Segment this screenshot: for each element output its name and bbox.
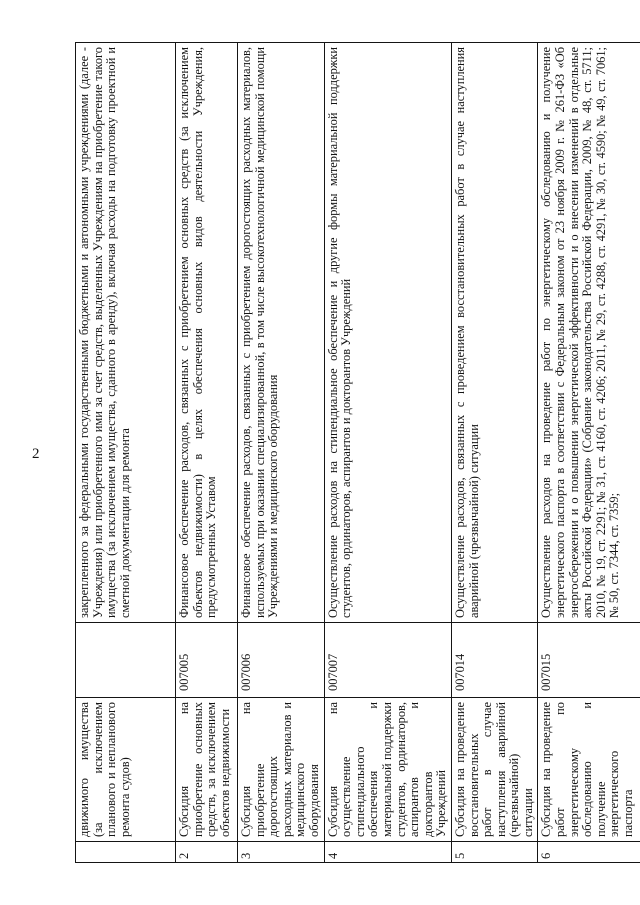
rotated-page-content bbox=[75, 43, 636, 863]
row-number: 4 bbox=[324, 842, 451, 863]
subsidy-name: Субсидия на осуществление стипендиального обеспечения и материальной поддержки студентов, ординаторов, аспирантов и докторантов Учреждений bbox=[324, 698, 451, 842]
subsidy-description: Финансовое обеспечение расходов, связанных с приобретением дорогостоящих расходных материалов, используемых при оказании специализированной, в том числе высокотехнологичной медицинской помощи Учреждениями и медицинского оборудования bbox=[238, 43, 325, 623]
page-number: 2 bbox=[32, 446, 40, 462]
row-number: 6 bbox=[538, 842, 640, 863]
subsidy-name: движимого имущества (за исключением планового и непланового ремонта судов) bbox=[76, 698, 176, 842]
row-number bbox=[76, 842, 176, 863]
subsidy-name: Субсидия на проведение восстановительных работ в случае наступления аварийной (чрезвычайной) ситуации bbox=[451, 698, 538, 842]
subsidy-code: 007015 bbox=[538, 623, 640, 698]
table-row bbox=[238, 43, 325, 863]
row-number: 2 bbox=[176, 842, 238, 863]
subsidy-name: Субсидия на приобретение основных средств, за исключением объектов недвижимости bbox=[176, 698, 238, 842]
subsidy-description: Осуществление расходов на стипендиальное обеспечение и другие формы материальной поддержки студентов, ординаторов, аспирантов и докторантов Учреждений bbox=[324, 43, 451, 623]
table-row bbox=[538, 43, 640, 863]
subsidy-code: 007005 bbox=[176, 623, 238, 698]
subsidy-description: Финансовое обеспечение расходов, связанных с приобретением основных средств (за исключением объектов недвижимости) в целях обеспечения основных видов деятельности Учреждения, предусмотренных Уставом bbox=[176, 43, 238, 623]
table-row bbox=[176, 43, 238, 863]
row-number: 5 bbox=[451, 842, 538, 863]
subsidy-description: Осуществление расходов на проведение работ по энергетическому обследованию и получение энергетического паспорта в соответствии с Федеральным законом от 23 ноября 2009 г. № 261-ФЗ «Об энергосбережении и о повышении энергетической эффективности и о внесении изменений в отдельные акты Российской Федерации» (Собрание законодательства Российской Федерации, 2009, № 48, ст. 5711; 2010, № 19, ст. 2291; № 31, ст. 4160, ст. 4206; 2011, № 29, ст. 4288, ст. 4291, № 30, ст. 4590; № 49, ст. 7061; № 50, ст. 7344, ст. 7359; bbox=[538, 43, 640, 623]
subsidy-code: 007006 bbox=[238, 623, 325, 698]
subsidy-table bbox=[75, 42, 640, 863]
subsidy-description: Осуществление расходов, связанных с проведением восстановительных работ в случае наступления аварийной (чрезвычайной) ситуации bbox=[451, 43, 538, 623]
table-row bbox=[76, 43, 176, 863]
subsidy-description: закрепленного за федеральными государственными бюджетными и автономными учреждениями (далее - Учреждения) или приобретенного ими за счет средств, выделенных Учреждениям на приобретение такого имущества (за исключением имущества, сданного в аренду), включая расходы на подготовку проектной и сметной документации для ремонта bbox=[76, 43, 176, 623]
subsidy-name: Субсидия на проведение работ по энергетическому обследованию и получение энергетического паспорта bbox=[538, 698, 640, 842]
subsidy-name: Субсидия на приобретение дорогостоящих расходных материалов и медицинского оборудования bbox=[238, 698, 325, 842]
table-row bbox=[324, 43, 451, 863]
subsidy-code: 007007 bbox=[324, 623, 451, 698]
table-row bbox=[451, 43, 538, 863]
subsidy-code: 007014 bbox=[451, 623, 538, 698]
subsidy-code bbox=[76, 623, 176, 698]
row-number: 3 bbox=[238, 842, 325, 863]
